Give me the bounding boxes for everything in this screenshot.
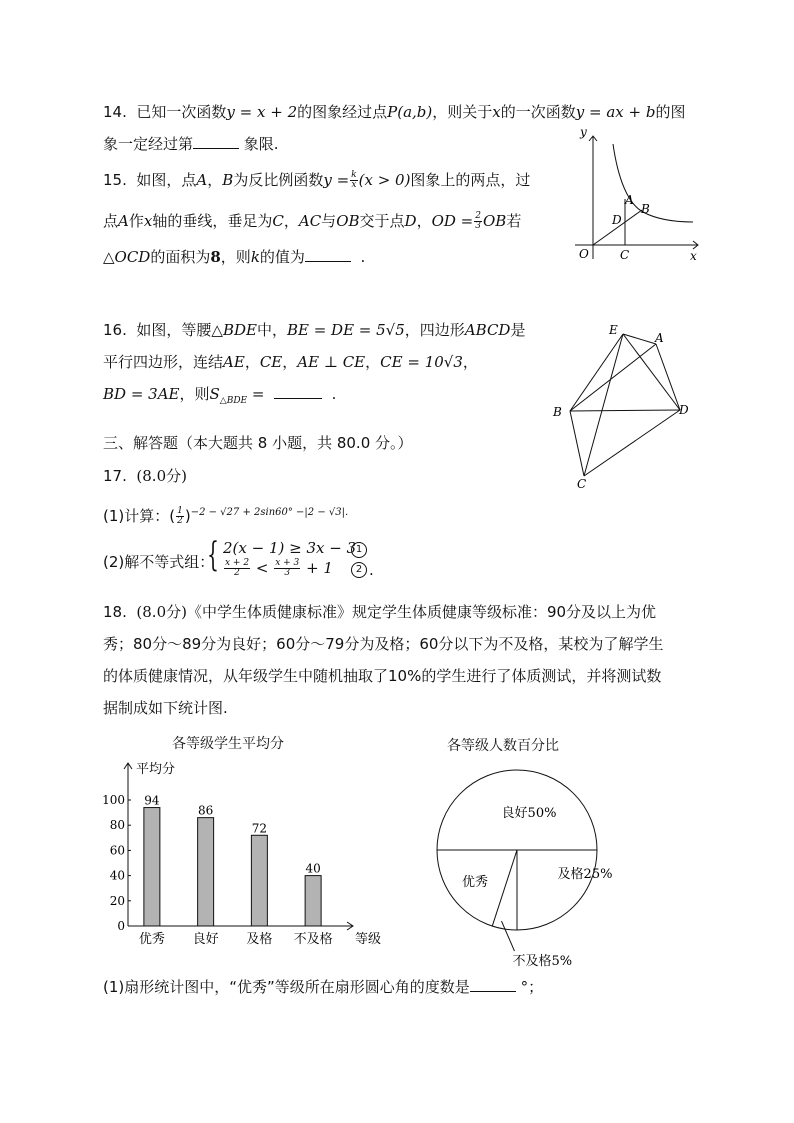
pie-label-fail: 不及格5% xyxy=(512,954,573,970)
bar xyxy=(305,876,321,926)
label-y: y xyxy=(580,125,587,139)
frac-den: 3 xyxy=(284,568,291,578)
q18-line1 xyxy=(103,602,656,622)
x-tick-label: 优秀 xyxy=(138,932,165,947)
inequality-2 xyxy=(223,558,333,578)
formula: CE xyxy=(259,353,283,371)
text: 如图，点 xyxy=(136,171,197,189)
segment-EC xyxy=(584,334,623,476)
formula: x xyxy=(143,212,153,230)
formula: + 1 xyxy=(306,559,333,577)
text: ， xyxy=(365,353,381,371)
text: 与 xyxy=(321,212,337,230)
frac-den: 3 xyxy=(475,221,481,231)
frac-num: 2 xyxy=(475,211,481,221)
formula: = xyxy=(251,385,265,403)
text: 已知一次函数 xyxy=(136,103,227,121)
bar xyxy=(251,835,267,926)
text: 象限. xyxy=(243,135,279,153)
text: (1)扇形统计图中，“优秀”等级所在扇形圆心角的度数是 xyxy=(103,978,470,996)
inequality-1: 2(x − 1) ≥ 3x − 3 xyxy=(223,539,357,557)
bar-data-label: 94 xyxy=(144,793,160,808)
segment-EA xyxy=(623,334,656,344)
formula: CE = 10√3 xyxy=(380,353,463,371)
segment-BD xyxy=(570,410,680,411)
x-tick-label: 不及格 xyxy=(293,932,333,947)
text: 如图，等腰 xyxy=(136,321,212,339)
formula: y = x + 2 xyxy=(226,103,298,121)
text: ，则 xyxy=(179,385,210,403)
segment-BC xyxy=(570,411,584,476)
q16-line1 xyxy=(103,320,525,340)
text: 中， xyxy=(256,321,287,339)
label-A: A xyxy=(625,193,634,207)
q18-line2 xyxy=(103,634,663,654)
text: ， xyxy=(207,171,223,189)
label-O: O xyxy=(579,247,589,261)
text: 平行四边形，连结 xyxy=(103,353,224,371)
label-x: x xyxy=(690,249,697,263)
pie-label-pass: 及格25% xyxy=(557,867,613,882)
y-axis-label: 平均分 xyxy=(136,762,176,777)
frac-den: 2 xyxy=(177,516,183,526)
fraction-a xyxy=(224,559,250,578)
bar-data-label: 72 xyxy=(251,821,268,836)
fraction-half xyxy=(176,507,184,526)
formula: BD = 3AE xyxy=(103,385,180,403)
label-C: C xyxy=(577,477,587,491)
text: °； xyxy=(520,978,544,996)
q14-answer-blank[interactable] xyxy=(193,134,239,149)
label-C: C xyxy=(620,248,630,262)
formula: AC xyxy=(298,212,322,230)
text: (1)计算： xyxy=(103,507,170,525)
bar-data-label: 40 xyxy=(305,861,321,876)
formula: A xyxy=(196,171,208,189)
q14-line1 xyxy=(103,102,685,122)
text: 的图象经过点 xyxy=(297,103,388,121)
label-A: A xyxy=(655,331,664,345)
circled-2: 2 xyxy=(351,562,367,578)
pie-slice-boundary xyxy=(492,850,517,926)
y-tick-label: 40 xyxy=(109,868,125,883)
text: ， xyxy=(244,353,260,371)
q18-line3 xyxy=(103,666,661,686)
label-D: D xyxy=(612,213,622,227)
text: 秀；80分～89分为良好；60分～79分为及格；60分以下为不及格，某校为了解学生 xyxy=(103,635,664,653)
q15-line3 xyxy=(103,247,365,267)
q16-answer-blank[interactable] xyxy=(274,384,322,399)
formula: y = ax + b xyxy=(575,103,656,121)
q15-number: 15. xyxy=(103,171,127,189)
pie-label-excellent: 优秀 xyxy=(461,875,489,890)
q15-line1 xyxy=(103,170,530,190)
text: 的面积为 xyxy=(150,248,211,266)
formula: k xyxy=(250,248,260,266)
pie-chart-title: 各等级人数百分比 xyxy=(447,738,559,754)
text: ， xyxy=(282,353,298,371)
text: ， xyxy=(283,212,299,230)
formula: AE ⊥ CE xyxy=(297,353,366,371)
q16-line3 xyxy=(103,384,336,411)
bar-chart-title: 各等级学生平均分 xyxy=(172,736,284,752)
q16-line2 xyxy=(103,352,478,372)
formula: AE xyxy=(223,353,245,371)
formula: C xyxy=(272,212,284,230)
formula: D xyxy=(404,212,417,230)
text: ， xyxy=(462,353,478,371)
frac-den: x xyxy=(351,180,357,190)
fraction-two-thirds xyxy=(474,212,482,231)
y-tick-label: 100 xyxy=(102,793,125,807)
y-tick-label: 20 xyxy=(109,893,125,908)
formula: B xyxy=(222,171,234,189)
text: 为反比例函数 xyxy=(233,171,324,189)
text: (2)解不等式组： xyxy=(103,553,215,571)
text: 的一次函数 xyxy=(500,103,576,121)
fraction-k-over-x xyxy=(350,171,357,190)
y-tick-label: 80 xyxy=(109,818,125,833)
pie-chart xyxy=(430,760,613,970)
segment-AB xyxy=(570,344,656,411)
fraction-b xyxy=(274,559,300,578)
q17-number: 17. xyxy=(103,467,127,485)
subscript: △BDE xyxy=(219,396,248,406)
frac-num: x + 3 xyxy=(275,558,300,568)
q14-line2 xyxy=(103,134,279,154)
figure-16-parallelogram xyxy=(545,318,705,494)
x-tick-label: 良好 xyxy=(192,932,219,947)
text: ，四边形 xyxy=(404,321,465,339)
formula: A xyxy=(118,212,129,230)
formula: OD = xyxy=(431,212,474,230)
x-tick-label: 及格 xyxy=(246,932,273,947)
segment-ED xyxy=(623,334,680,410)
frac-num: k xyxy=(351,170,357,180)
formula: −2 − √27 + 2sin60° −|2 − √3|. xyxy=(190,507,349,518)
text: 象一定经过第 xyxy=(103,135,194,153)
formula: ABCD xyxy=(464,321,511,339)
text: ，则 xyxy=(220,248,251,266)
bar-data-label: 86 xyxy=(197,803,214,818)
q17-part2 xyxy=(103,535,403,582)
text: 三、解答题（本大题共 8 小题，共 80.0 分。） xyxy=(103,434,413,452)
formula: < xyxy=(255,559,269,577)
q18-line4 xyxy=(103,698,228,718)
frac-den: 2 xyxy=(234,568,240,578)
q18-sub1 xyxy=(103,977,543,997)
x-axis-label: 等级 xyxy=(355,932,382,947)
score: (8.0分) xyxy=(136,603,187,621)
q18-answer-blank[interactable] xyxy=(470,977,516,992)
label-B: B xyxy=(553,405,562,419)
pie-leader-line xyxy=(501,921,514,951)
text: 作 xyxy=(128,212,144,230)
text: 轴的垂线，垂足为 xyxy=(152,212,273,230)
label-B: B xyxy=(641,202,650,216)
formula: BE = DE = 5√5 xyxy=(286,321,405,339)
formula: x xyxy=(492,103,501,121)
text: . xyxy=(369,561,374,579)
text: 据制成如下统计图. xyxy=(103,699,228,717)
segment-EB xyxy=(570,334,623,411)
text: 的图 xyxy=(655,103,686,121)
q15-line2 xyxy=(103,211,521,231)
circled-1: 1 xyxy=(351,542,367,558)
formula: P(a,b) xyxy=(387,103,433,121)
formula: S xyxy=(209,385,220,403)
label-D: D xyxy=(679,403,689,417)
figure-15-hyperbola xyxy=(568,124,708,266)
y-tick-label: 60 xyxy=(109,843,125,858)
formula: (x > 0) xyxy=(358,171,411,189)
text: ， xyxy=(416,212,432,230)
frac-num: x + 2 xyxy=(225,558,250,568)
q17-header xyxy=(103,466,187,486)
text: 《中学生体质健康标准》规定学生体质健康等级标准：90分及以上为优 xyxy=(186,603,657,621)
formula: △BDE xyxy=(211,321,257,339)
formula: △OCD xyxy=(103,248,151,266)
bar-chart xyxy=(98,755,398,955)
system-brace: { xyxy=(207,535,219,575)
text: . xyxy=(331,385,337,403)
text: 点 xyxy=(103,212,119,230)
segment-AD xyxy=(656,344,680,410)
text: 交于点 xyxy=(359,212,405,230)
label-E: E xyxy=(609,323,618,337)
pie-label-good: 良好50% xyxy=(501,806,557,821)
q17-part1: (1)计算：( $\frac{1}{2}$ )$^{-2 - √27 + 2sin60^\circ -|2 - √3|.}$ xyxy=(103,506,349,526)
score: (8.0分) xyxy=(136,467,187,485)
number: 8 xyxy=(210,248,221,266)
q18-number: 18. xyxy=(103,603,127,621)
formula: OB xyxy=(482,212,507,230)
text: 图象上的两点，过 xyxy=(410,171,531,189)
frac-num: 1 xyxy=(177,506,183,516)
q14-number: 14. xyxy=(103,103,127,121)
formula: OB xyxy=(336,212,360,230)
q15-answer-blank[interactable] xyxy=(305,247,351,262)
text: 是 xyxy=(510,321,526,339)
section-3-title xyxy=(103,433,413,453)
segment-CD xyxy=(584,410,680,476)
text: . xyxy=(360,248,366,266)
text: 若 xyxy=(506,212,522,230)
bar xyxy=(144,808,160,926)
text: 的值为 xyxy=(259,248,305,266)
bar xyxy=(198,818,214,926)
text: 的体质健康情况，从年级学生中随机抽取了10%的学生进行了体质测试，并将测试数 xyxy=(103,667,662,685)
y-tick-label: 0 xyxy=(117,919,125,933)
formula: y = xyxy=(323,171,350,189)
text: ，则关于 xyxy=(432,103,493,121)
q16-number: 16. xyxy=(103,321,127,339)
